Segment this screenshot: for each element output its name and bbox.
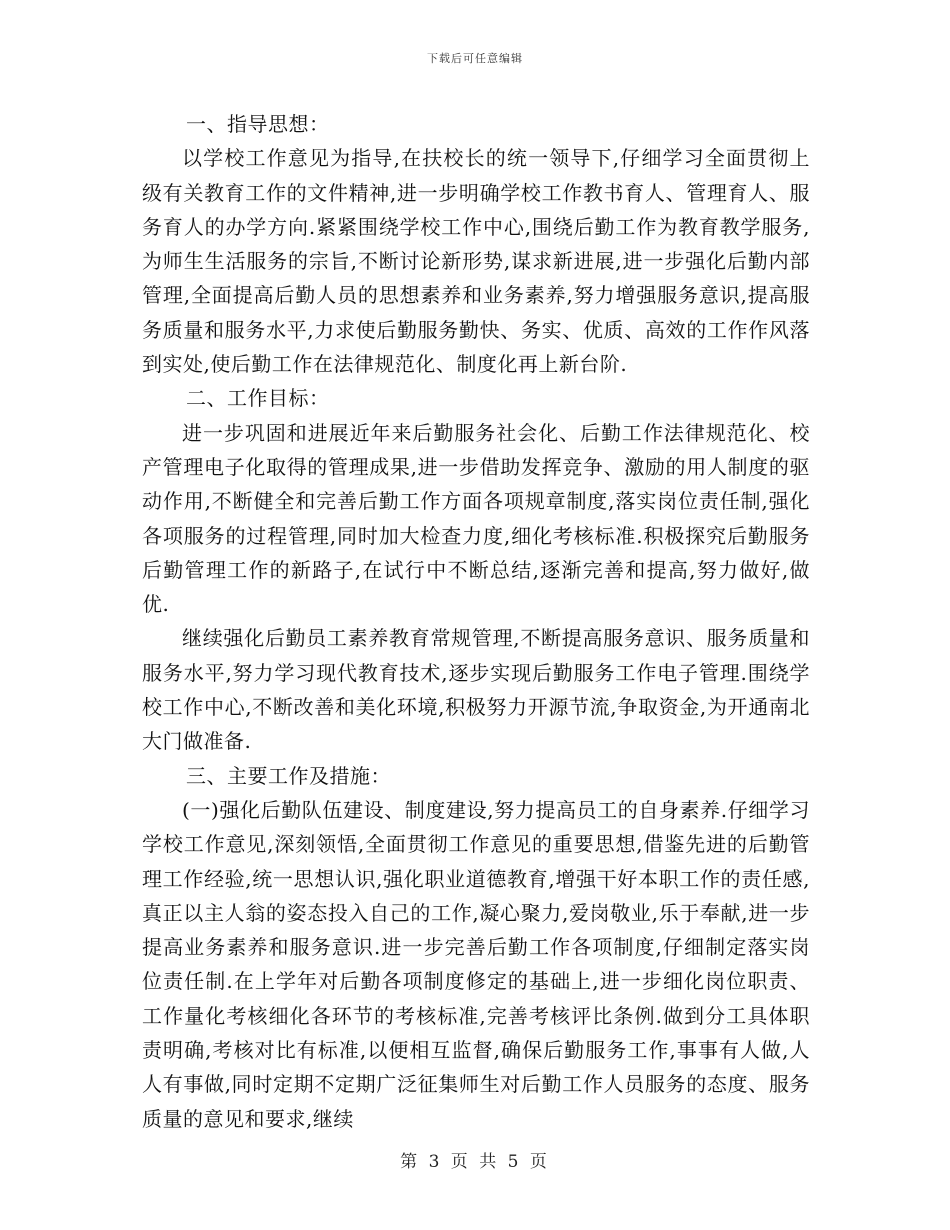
paragraph-main-work-1: (一)强化后勤队伍建设、制度建设,努力提高员工的自身素养.仔细学习学校工作意见,深刻领悟,全面贯彻工作意见的重要思想,借鉴先进的后勤管理工作经验,统一思想认识,强化职业道德教育,增强干好本职工作的责任感,真正以主人翁的姿态投入自己的工作,凝心聚力,爱岗敬业,乐于奉献,进一步提高业务素养和服务意识.进一步完善后勤工作各项制度,仔细制定落实岗位责任制.在上学年对后勤各项制度修定的基础上,进一步细化岗位职责、工作量化考核细化各环节的考核标准,完善考核评比条例.做到分工具体职责明确,考核对比有标准,以便相互监督,确保后勤服务工作,事事有人做,人人有事做,同时定期不定期广泛征集师生对后勤工作人员服务的态度、服务质量的意见和要求,继续 [142,797,810,1131]
section-heading-main-work: 三、主要工作及措施： [186,763,391,788]
section-heading-guiding-ideology: 一、指导思想： [186,112,330,136]
paragraph-guiding-ideology: 以学校工作意见为指导,在扶校长的统一领导下,仔细学习全面贯彻上级有关教育工作的文件精神,进一步明确学校工作教书育人、管理育人、服务育人的办学方向.紧紧围绕学校工作中心,围绕后勤工作为教育教学服务,为师生生活服务的宗旨,不断讨论新形势,谋求新进展,进一步强化后勤内部管理,全面提高后勤人员的思想素养和业务素养,努力增强服务意识,提高服务质量和服务水平,力求使后勤服务勤快、务实、优质、高效的工作作风落到实处,使后勤工作在法律规范化、制度化再上新台阶. [142,146,810,377]
paragraph-work-goals-1: 进一步巩固和进展近年来后勤服务社会化、后勤工作法律规范化、校产管理电子化取得的管理成果,进一步借助发挥竞争、激励的用人制度的驱动作用,不断健全和完善后勤工作方面各项规章制度,落实岗位责任制,强化各项服务的过程管理,同时加大检查力度,细化考核标准.积极探究后勤服务后勤管理工作的新路子,在试行中不断总结,逐渐完善和提高,努力做好,做优. [142,420,810,617]
paragraph-work-goals-2: 继续强化后勤员工素养教育常规管理,不断提高服务意识、服务质量和服务水平,努力学习现代教育技术,逐步实现后勤服务工作电子管理.围绕学校工作中心,不断改善和美化环境,积极努力开源节流,争取资金,为开通南北大门做准备. [142,626,810,754]
page-header: 下载后可任意编辑 [427,52,523,65]
document-body [142,107,810,1136]
page-number-footer: 第 3 页 共 5 页 [400,1152,550,1172]
section-heading-work-goals: 二、工作目标： [186,386,330,411]
